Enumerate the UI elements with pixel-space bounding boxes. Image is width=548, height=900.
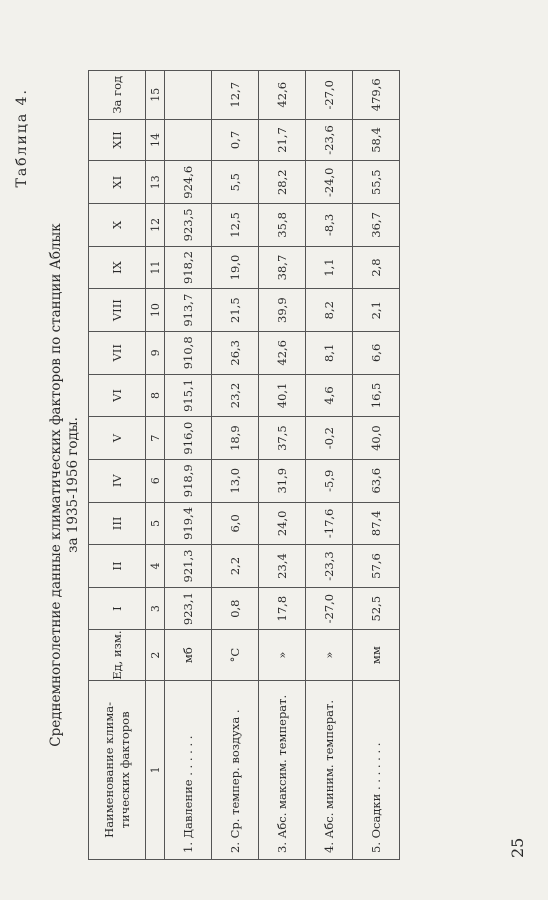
cell: 6,0 <box>212 502 259 545</box>
header-name: Наименование клима-тических факторов <box>89 680 146 859</box>
col-number: 8 <box>146 374 165 417</box>
col-number: 9 <box>146 331 165 374</box>
col-number: 6 <box>146 459 165 502</box>
cell: 479,6 <box>353 71 400 120</box>
row-unit: » <box>259 630 306 680</box>
page-number: 25 <box>508 837 527 858</box>
table-row <box>165 71 212 860</box>
cell: 36,7 <box>353 204 400 247</box>
cell: 87,4 <box>353 502 400 545</box>
cell: -8,3 <box>306 204 353 247</box>
cell: 5,5 <box>212 161 259 204</box>
cell: -5,9 <box>306 459 353 502</box>
cell: 42,6 <box>259 71 306 120</box>
cell: 17,8 <box>259 587 306 630</box>
row-name: 2. Ср. темпер. воздуха . <box>212 680 259 859</box>
header-month: VI <box>89 374 146 417</box>
row-name: 4. Абс. миним. температ. <box>306 680 353 859</box>
cell: -17,6 <box>306 502 353 545</box>
col-number: 2 <box>146 630 165 680</box>
cell: 21,5 <box>212 289 259 332</box>
cell: 57,6 <box>353 545 400 588</box>
cell: 1,1 <box>306 246 353 289</box>
col-number: 10 <box>146 289 165 332</box>
cell: 919,4 <box>165 502 212 545</box>
cell: 39,9 <box>259 289 306 332</box>
cell: -0,2 <box>306 417 353 460</box>
cell: 923,5 <box>165 204 212 247</box>
col-number: 13 <box>146 161 165 204</box>
col-number: 5 <box>146 502 165 545</box>
cell: 924,6 <box>165 161 212 204</box>
cell: 31,9 <box>259 459 306 502</box>
cell: 40,1 <box>259 374 306 417</box>
col-number: 15 <box>146 71 165 120</box>
header-month: II <box>89 545 146 588</box>
cell: 916,0 <box>165 417 212 460</box>
col-number: 1 <box>146 680 165 859</box>
cell: 13,0 <box>212 459 259 502</box>
header-row <box>89 71 146 860</box>
cell: 40,0 <box>353 417 400 460</box>
cell: 23,2 <box>212 374 259 417</box>
cell: 918,9 <box>165 459 212 502</box>
cell: 8,1 <box>306 331 353 374</box>
header-month: IX <box>89 246 146 289</box>
cell: 913,7 <box>165 289 212 332</box>
header-month: XI <box>89 161 146 204</box>
cell: 37,5 <box>259 417 306 460</box>
cell: -23,6 <box>306 119 353 161</box>
header-month: I <box>89 587 146 630</box>
col-number: 12 <box>146 204 165 247</box>
cell: 28,2 <box>259 161 306 204</box>
header-year: За год <box>89 71 146 120</box>
cell: 4,6 <box>306 374 353 417</box>
cell: 918,2 <box>165 246 212 289</box>
row-unit: °С <box>212 630 259 680</box>
cell <box>165 71 212 120</box>
cell: 923,1 <box>165 587 212 630</box>
cell: 35,8 <box>259 204 306 247</box>
row-unit: » <box>306 630 353 680</box>
header-unit: Ед, изм. <box>89 630 146 680</box>
cell: 2,8 <box>353 246 400 289</box>
cell: 21,7 <box>259 119 306 161</box>
row-name: 1. Давление . . . . . . <box>165 680 212 859</box>
col-number: 7 <box>146 417 165 460</box>
row-name: 5. Осадки . . . . . . . <box>353 680 400 859</box>
cell: 55,5 <box>353 161 400 204</box>
rotated-page <box>0 70 548 900</box>
row-name: 3. Абс. максим. температ. <box>259 680 306 859</box>
cell: 915,1 <box>165 374 212 417</box>
cell: 6,6 <box>353 331 400 374</box>
cell: 23,4 <box>259 545 306 588</box>
cell: 63,6 <box>353 459 400 502</box>
cell: 0,8 <box>212 587 259 630</box>
cell: 2,2 <box>212 545 259 588</box>
cell: 16,5 <box>353 374 400 417</box>
cell: 19,0 <box>212 246 259 289</box>
col-number: 11 <box>146 246 165 289</box>
header-month: III <box>89 502 146 545</box>
cell: -24,0 <box>306 161 353 204</box>
table-title <box>48 70 82 900</box>
table-row <box>259 71 306 860</box>
cell: -27,0 <box>306 587 353 630</box>
header-month: XII <box>89 119 146 161</box>
col-number: 14 <box>146 119 165 161</box>
title-line-1: Среднемноголетние данные климатических факторов по станции Аблык <box>48 223 64 747</box>
col-number: 3 <box>146 587 165 630</box>
cell: 38,7 <box>259 246 306 289</box>
table-label: Таблица 4. <box>14 88 30 188</box>
cell: 12,5 <box>212 204 259 247</box>
cell: 910,8 <box>165 331 212 374</box>
row-unit: мм <box>353 630 400 680</box>
cell: -27,0 <box>306 71 353 120</box>
table-row <box>306 71 353 860</box>
cell: 12,7 <box>212 71 259 120</box>
cell: 26,3 <box>212 331 259 374</box>
title-line-2: за 1935-1956 годы. <box>65 417 81 553</box>
cell: 52,5 <box>353 587 400 630</box>
cell <box>165 119 212 161</box>
cell: 0,7 <box>212 119 259 161</box>
header-month: VII <box>89 331 146 374</box>
header-month: VIII <box>89 289 146 332</box>
column-number-row <box>146 71 165 860</box>
row-unit: мб <box>165 630 212 680</box>
cell: 8,2 <box>306 289 353 332</box>
cell: 24,0 <box>259 502 306 545</box>
header-month: X <box>89 204 146 247</box>
table-row <box>212 71 259 860</box>
cell: 18,9 <box>212 417 259 460</box>
cell: 921,3 <box>165 545 212 588</box>
cell: 2,1 <box>353 289 400 332</box>
col-number: 4 <box>146 545 165 588</box>
table-row <box>353 71 400 860</box>
climate-table <box>88 70 400 860</box>
header-month: V <box>89 417 146 460</box>
cell: 58,4 <box>353 119 400 161</box>
cell: 42,6 <box>259 331 306 374</box>
cell: -23,3 <box>306 545 353 588</box>
header-month: IV <box>89 459 146 502</box>
